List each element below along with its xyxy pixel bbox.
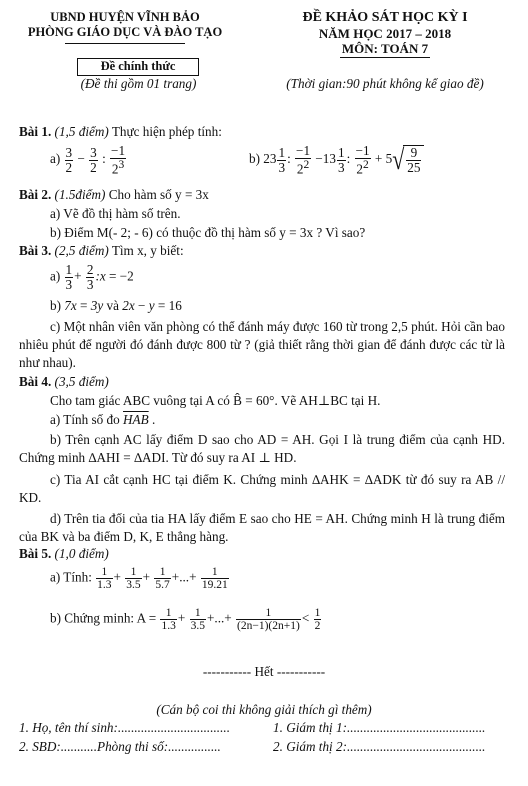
- footer-note: (Cán bộ coi thi không giải thích gì thêm): [156, 702, 372, 717]
- bai1-points: (1,5 điểm): [54, 124, 109, 139]
- district-name: UBND HUYỆN VĨNH BẢO: [50, 10, 200, 24]
- fraction: $\frac{-1}{2^2}$: [355, 143, 370, 177]
- fraction: $\frac{3}{2}$: [65, 144, 73, 175]
- bai4-a-text: a) Tính số đo: [50, 412, 120, 427]
- fraction: $\frac{2}{3}$: [86, 262, 94, 292]
- bai5-b-label: b) Chứng minh: A =: [50, 610, 157, 626]
- bai3-c: c) Một nhân viên văn phòng có thể đánh máy được 160 từ trong 2,5 phút. Hỏi cần bao nhiêu phút để người đó đánh được 800 từ ? (giả thiết rằng thời gian để đánh được các từ là như nhau).: [19, 319, 505, 370]
- bai1-prompt: Thực hiện phép tính:: [111, 124, 222, 139]
- bai5-a-label: a) Tính:: [50, 569, 92, 585]
- school-year: NĂM HỌC 2017 – 2018: [318, 26, 452, 41]
- time-note: (Thời gian:90 phút không kể giao đề): [286, 76, 484, 91]
- fraction: $\frac{1}{5.7}$: [155, 566, 170, 592]
- bai4-c: c) Tia AI cắt cạnh HC tại điểm K. Chứng minh ∆AHK = ∆ADK từ đó suy ra AB // KD.: [19, 472, 505, 505]
- bai4-intro-c: BC tại H.: [330, 393, 381, 408]
- bai1-heading: [19, 124, 222, 140]
- bai5-points: (1,0 điểm): [54, 546, 109, 561]
- subject: MÔN: TOÁN 7: [341, 41, 429, 56]
- bai4-d: d) Trên tia đối của tia HA lấy điểm E sao cho HE = AH. Chứng minh H là trung điểm của BK và ba điểm D, K, E thẳng hàng.: [19, 511, 505, 544]
- bai1-a: a) $\frac{3}{2}$ − $\frac{3}{2}$ : $\frac{-1}{2^3}$: [50, 143, 126, 177]
- bai1-b: b) 23 $\frac{1}{3}$ : $\frac{-1}{2^2}$ −13 $\frac{1}{3}$ : $\frac{-1}{2^2}$ + 5√ $\frac{9}{25}$: [249, 144, 424, 176]
- proctor-1: 1. Giám thị 1:..........................................: [273, 720, 486, 735]
- fraction: $\frac{1}{3.5}$: [190, 607, 205, 633]
- bai3-prompt: Tìm x, y biết:: [111, 243, 184, 258]
- bai5-b: b) Chứng minh: A = $\frac{1}{1.3}$ + $\frac{1}{3.5}$ +...+ $\frac{1}{(2n-1)(2n+1)}$ < $\frac{1}{2}$: [50, 607, 321, 633]
- fraction: $\frac{3}{2}$: [90, 144, 97, 175]
- bai3-heading: [19, 243, 184, 259]
- bai5-title: Bài 5.: [19, 546, 52, 561]
- bai4-heading: [19, 374, 109, 390]
- bai3-b: b) 7x = 3y và 2x − y = 16: [50, 298, 182, 313]
- fraction: $\frac{1}{19.21}$: [201, 566, 228, 592]
- subject-underline: [340, 57, 430, 58]
- bai4-intro-b: . Vẽ AH: [274, 393, 318, 408]
- fraction: $\frac{1}{(2n-1)(2n+1)}$: [237, 607, 300, 633]
- fraction: $\frac{1}{3}$: [338, 144, 345, 175]
- department-name: PHÒNG GIÁO DỤC VÀ ĐÀO TẠO: [27, 25, 223, 39]
- bai4-b: b) Trên cạnh AC lấy điểm D sao cho AD = AH. Gọi I là trung điểm của cạnh HD. Chứng minh ∆AHI = ∆ADI. Từ đó suy ra AI ⊥ HD.: [19, 432, 505, 465]
- bai4-intro-a: Cho tam giác ABC vuông tại A có: [50, 393, 230, 408]
- pages-note: (Đề thi gồm 01 trang): [80, 76, 197, 91]
- bai1-title: Bài 1.: [19, 124, 52, 139]
- angle-hab: $\overline{HAB}$: [123, 412, 149, 427]
- sqrt-icon: √: [392, 143, 405, 176]
- fraction: $\frac{1}{3}$: [278, 144, 286, 175]
- bai5-heading: [19, 546, 109, 562]
- fraction: $\frac{1}{1.3}$: [161, 607, 176, 633]
- bai2-points: (1.5điểm): [54, 187, 106, 202]
- bai3-b-label: b): [50, 298, 61, 313]
- proctor-2: 2. Giám thị 2:..........................................: [273, 739, 486, 754]
- angle-b: B̂ = 60°: [233, 393, 275, 408]
- bai4-points: (3,5 điểm): [54, 374, 109, 389]
- fraction: $\frac{1}{2}$: [314, 607, 321, 633]
- bai4-a: a) Tính số đo $\overline{HAB}$ .: [50, 412, 156, 427]
- bai3-title: Bài 3.: [19, 243, 52, 258]
- fraction: $\frac{9}{25}$: [407, 145, 421, 176]
- candidate-sbd: 2. SBD:...........Phòng thi số:................: [19, 739, 221, 754]
- fraction: $\frac{1}{3}$: [65, 262, 73, 292]
- bai3-a: a) $\frac{1}{3}$ + $\frac{2}{3}$ :x = −2: [50, 262, 134, 292]
- bai1-b-label: b): [249, 151, 260, 167]
- bai3-b-and: và: [106, 298, 119, 313]
- fraction: $\frac{-1}{2^2}$: [296, 143, 311, 177]
- official-label: Đề chính thức: [100, 59, 176, 73]
- bai3-points: (2,5 điểm): [54, 243, 109, 258]
- fraction: $\frac{-1}{2^3}$: [111, 143, 126, 177]
- bai3-a-label: a): [50, 268, 61, 284]
- end-mark: ----------- Hết -----------: [202, 664, 326, 679]
- bai2-prompt: Cho hàm số y = 3x: [108, 187, 209, 202]
- bai2-b: b) Điểm M(- 2; - 6) có thuộc đồ thị hàm số y = 3x ? Vì sao?: [50, 225, 366, 240]
- fraction: $\frac{1}{3.5}$: [126, 566, 141, 592]
- fraction: $\frac{1}{1.3}$: [97, 566, 112, 592]
- bai4-intro: Cho tam giác ABC vuông tại A có B̂ = 60°. Vẽ AH⊥BC tại H.: [50, 393, 381, 408]
- bai2-heading: [19, 187, 209, 203]
- bai5-a: a) Tính: $\frac{1}{1.3}$ + $\frac{1}{3.5}$ + $\frac{1}{5.7}$ +...+ $\frac{1}{19.21}$: [50, 566, 228, 592]
- bai4-title: Bài 4.: [19, 374, 52, 389]
- bai2-a: a) Vẽ đồ thị hàm số trên.: [50, 206, 181, 221]
- exam-title: ĐỀ KHẢO SÁT HỌC KỲ I: [302, 10, 468, 25]
- bai1-a-label: a): [50, 151, 61, 167]
- bai2-title: Bài 2.: [19, 187, 52, 202]
- department-underline: [65, 43, 185, 44]
- candidate-name: 1. Họ, tên thí sinh:..................................: [19, 720, 230, 735]
